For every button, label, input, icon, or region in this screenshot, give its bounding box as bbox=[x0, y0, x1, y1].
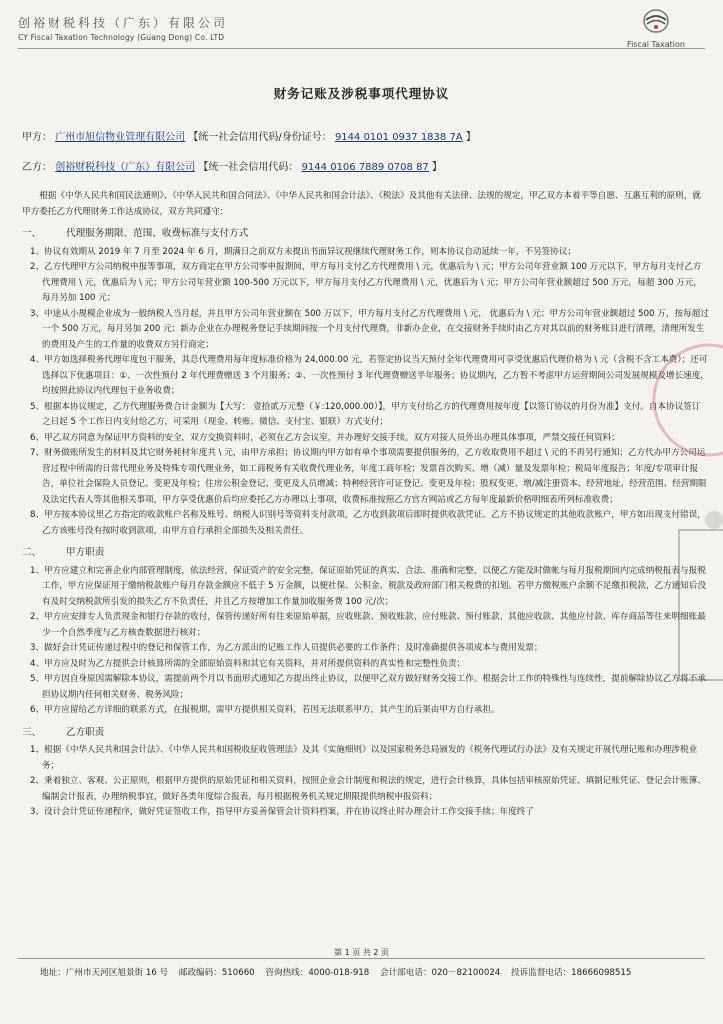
company-logo-icon bbox=[636, 8, 676, 34]
company-seal-icon bbox=[609, 330, 723, 710]
clause-item: 7、财务做账所发生的材料及其它财务耗材年度共 \ 元，由甲方承担；协议期内甲方如有单个事项需要提供服务的，乙方收取费用不超过 \ 元的不再另行通知；乙方代办甲方公司运营过程中所需的日常代理业务及特殊专项代理业务，如工商税务有关收费代理业务，年度工商年检；发票首次购买、增（减）量及发票年检；税局年度报告；年度/专项审计报告，单位社会保险人员登记、变更及年检；住房公积金登记、变更及人员增减；特种经营许可证登记、变更及年检；股权变更、增/减注册资本、经营地址、经营范围、经营期限及法定代表人等其他相关事项，甲方享受优惠价后均应委托乙方办理以上事项，收费标准按照乙方官方网站或乙方每年度最新价格明细表所列标准收费； bbox=[30, 448, 707, 505]
footer-hotline: 咨询热线：4000-018-918 bbox=[265, 968, 370, 978]
brand-block bbox=[611, 8, 701, 49]
company-name-en: CY Fiscal Taxation Technology (Guang Dong) Co. LTD bbox=[18, 33, 225, 42]
clause-item: 6、甲方应留给乙方详细的联系方式，在报税期，需甲方提供相关资料，若因无法联系甲方，其产生的后果由甲方自行承担。 bbox=[30, 705, 500, 715]
header-divider bbox=[18, 48, 705, 49]
section-title: 乙方职责 bbox=[66, 726, 105, 738]
page-number: 第 1 页 共 2 页 bbox=[334, 948, 389, 957]
section-number: 二、 bbox=[22, 547, 42, 558]
section-number: 三、 bbox=[22, 726, 42, 738]
section-heading-3 bbox=[22, 725, 709, 741]
party-b-line bbox=[22, 158, 442, 173]
clause-item: 4、甲方应及时为乙方提供会计核算所需的全部原始资料和其它有关资料，并对所提供资料的真实性和完整性负责； bbox=[30, 658, 466, 669]
clause-item: 5、甲方因自身原因需解除本协议，需提前两个月以书面形式通知乙方提出终止协议，以便甲乙双方做好财务交接工作。根据会计工作的特殊性与连续性，提前解除协议乙方将不承担协议期内任何相关财务、税务风险； bbox=[30, 674, 706, 700]
clause-item: 1、甲方应建立和完善企业内部管理制度，依法经营，保证资产的安全完整，保证原始凭证的真实、合法、准确和完整，以便乙方能及时做帐与每月报税期间内完成纳税报表与报税工作，甲方应保证用于缴纳税款账户每月存款金额应不低于 5 万金额，以便社保、公积金、税款及政府部门相关税费的扣划。若甲方缴税账户余额不足缴扣税款，乙方通知后没有及时交纳税款所引发的损失乙方不负责任，并且乙方按增加工作量加收服务费 100 元/次； bbox=[30, 565, 707, 607]
party-b-name: 创裕财税科技（广东）有限公司 bbox=[55, 162, 196, 173]
party-b-code-label: 【统一社会信用代码： bbox=[198, 162, 299, 173]
footer-contact bbox=[40, 966, 639, 978]
party-b-label: 乙方： bbox=[22, 162, 52, 173]
clause-item: 2、秉着独立、客观、公正原则，根据甲方提供的原始凭证和相关资料，按照企业会计制度和税法的规定，进行会计核算，具体包括审核原始凭证、填制记账凭证、登记会计账簿、编制会计报表，办理纳税事宜，做好各类年度综合报表，每月根据税务机关规定期限提供纳税申报资料； bbox=[30, 776, 706, 802]
section-heading-2 bbox=[22, 545, 709, 561]
footer-address: 地址：广州市天河区旭景街 16 号 bbox=[40, 968, 169, 978]
letterhead bbox=[18, 14, 228, 42]
clause-item: 1、协议有效期从 2019 年 7 月至 2024 年 6 月，期满日之前双方未提出书面异议视继续代理财务工作，则本协议自动延续一年，不另签协议； bbox=[30, 246, 577, 257]
clause-item: 3、做好会计凭证传递过程中的登记和保管工作，为乙方派出的记账工作人员提供必要的工作条件；及时准确提供各项成本与费用发票； bbox=[30, 643, 543, 653]
intro-paragraph: 根据《中华人民共和国民法通则》、《中华人民共和国合同法》、《中华人民共和国会计法》、《税法》及其他有关法律、法规的规定，甲乙双方本着平等自愿、互惠互利的原则，就甲方委托乙方代理财务工作达成协议，双方共同遵守： bbox=[22, 191, 701, 217]
party-a-line bbox=[22, 128, 476, 143]
agreement-body bbox=[22, 189, 709, 821]
clause-item: 3、中途从小规模企业成为一般纳税人当月起，并且甲方公司年营业额在 500 万以下，甲方每月支付乙方代理费用 \ 元， 优惠后为 \ 元；甲方公司年营业额超过 500 万，按每超过一个 500 万元，每月另加 200 元；新办企业在办理税务登记手续期间按一个月支付代理费，非新办企业，在交接财务手续时由乙方对其以前的财务账目进行清理，清理所发生的费用及产生的工作量的收费双方另行商定； bbox=[30, 308, 709, 350]
document-title: 财务记账及涉税事项代理协议 bbox=[273, 86, 450, 101]
clause-item: 5、根据本协议规定，乙方代理服务费合计金额为【大写： 壹拾贰万元整（￥:120,000.00）】，甲方支付给乙方的代理费用按年度【以签订协议的月份为准】支付。自本协议签订之日起 5 个工作日内支付给乙方，可采用（现金、转账、微信、支付宝、银联）方式支付； bbox=[30, 401, 701, 427]
party-b-close: 】 bbox=[432, 162, 442, 173]
clause-item: 2、甲方应安排专人负责现金和银行存款的收付，保管传递好所有往来原始单据，应收账款、预收账款、应付账款、预付账款、其他应收款、其他应付款、库存商品等往来明细账最少一个自然季度与乙方核查数据进行核对； bbox=[30, 612, 706, 638]
party-a-close: 】 bbox=[465, 132, 476, 143]
section-title: 代理服务期限、范围、收费标准与支付方式 bbox=[66, 228, 249, 239]
footer-zip: 邮政编码：510660 bbox=[178, 968, 255, 978]
footer-complaint-phone: 投诉监督电话：18666098515 bbox=[511, 968, 632, 978]
party-a-code-label: 【统一社会信用代码/身份证号： bbox=[188, 132, 332, 143]
clause-item: 1、根据《中华人民共和国会计法》、《中华人民共和国税收征收管理法》及其《实施细则》以及国家税务总局颁发的《税务代理试行办法》及有关规定开展代理记账和办理涉税业务； bbox=[30, 745, 698, 771]
party-b-code: 9144 0106 7889 0708 87 bbox=[301, 162, 429, 173]
clause-item: 2、乙方代理甲方公司纳税申报等事项，双方商定在甲方公司零申报期间，甲方每月支付乙方代理费用 \ 元，优惠后为 \ 元；甲方公司年营业额 100 万元以下，甲方每月支付乙方代理费用 \ 元，优惠后为 \ 元；甲方公司年营业额 100-500 万元以下，甲方每月支付乙方代理费用 \ 元，优惠后为 \ 元；甲方公司年营业额超过 500 万元，每超 300 万元，每月另加 100 元； bbox=[30, 262, 702, 303]
brand-text: Fiscal Taxation bbox=[627, 40, 685, 49]
section-title: 甲方职责 bbox=[66, 547, 105, 558]
clause-item: 8、甲方按本协议里乙方指定的收款账户名称及账号、纳税人识别号等资料支付款项，乙方收到款项后即时提供收款凭证。乙方不协议规定的其他收款账户，甲方如出现支付错误，乙方该账号没有按时收到款项，由甲方自行承担全部损失及相关责任。 bbox=[30, 510, 706, 536]
party-a-name: 广州市旭信物业管理有限公司 bbox=[55, 132, 186, 143]
clause-item: 6、甲乙双方同意为保证甲方资料的安全，双方交换资料时，必须在乙方会议室，并办理好交接手续。双方对接人员外出办理具体事项，严禁交接任何资料； bbox=[30, 432, 620, 443]
party-a-label: 甲方： bbox=[22, 132, 52, 143]
clause-item: 4、甲方如选择税务代理年度包干服务，其总代理费用每年度标准价格为 24,000.00 元，若签定协议当天预付全年代理费用可享受优惠后代理价格为 \ 元（含税不含工本费）；还可选择以下优惠项目：①、一次性预付 2 年代理费赠送 3 个月服务；②、一次性预付 3 年代理费赠送半年服务；协议期内，乙方暂不考虑甲方运营期间公司发展规模及增长速度，均按照此协议内代理包干业务收费； bbox=[30, 355, 709, 396]
footer-accounting-phone: 会计部电话：020－82100024 bbox=[379, 968, 501, 978]
party-a-code: 9144 0101 0937 1838 7A bbox=[334, 132, 463, 143]
clause-item: 3、设计会计凭证传递程序，做好凭证签收工作，指导甲方妥善保管会计资料档案，并在协议终止时办理会计工作交接手续；年度终了 bbox=[30, 807, 534, 817]
section-heading-1 bbox=[22, 226, 709, 242]
footer-divider bbox=[18, 958, 705, 959]
company-name-cn: 创裕财税科技（广东）有限公司 bbox=[18, 16, 229, 30]
section-number: 一、 bbox=[22, 228, 42, 239]
